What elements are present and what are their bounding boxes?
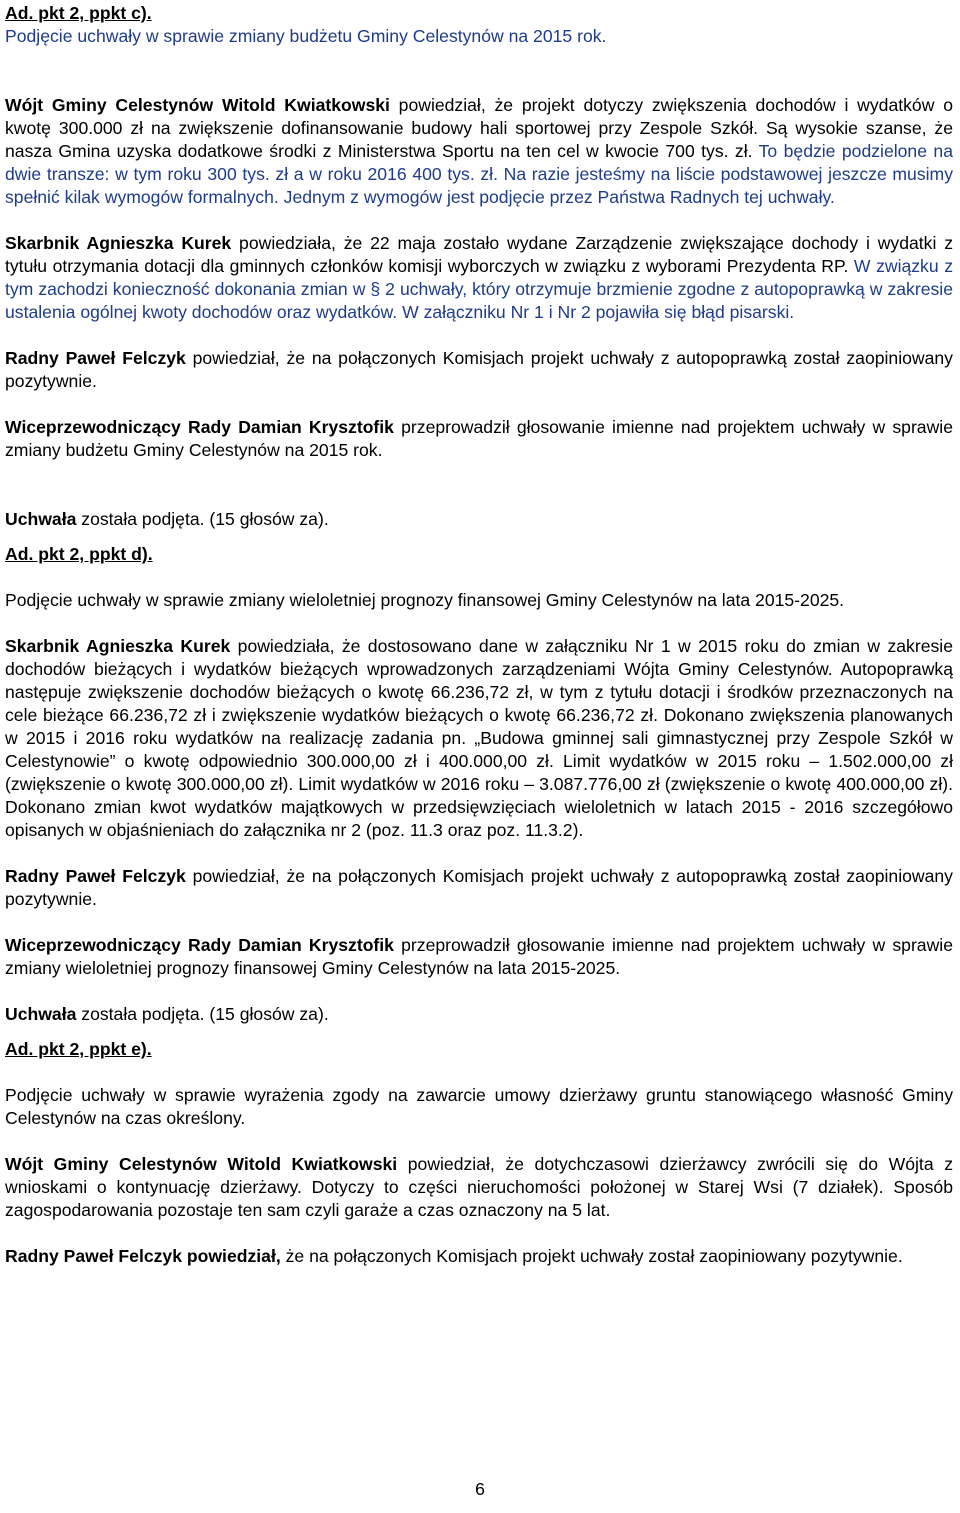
paragraph-wojt-c: Wójt Gminy Celestynów Witold Kwiatkowski powiedział, że projekt dotyczy zwiększenia dochodów i wydatków o kwotę 300.000 zł na zwiększenie dofinansowanie budowy hali sportowej przy Zespole Szkół. Są wysokie szanse, że nasza Gmina uzyska dodatkowe środki z Ministerstwa Sportu na ten cel w kwocie 700 tys. zł. To będzie podzielone na dwie transze: w tym roku 300 tys. zł a w roku 2016 400 tys. zł. Na razie jesteśmy na liście podstawowej jeszcze musimy spełnić kilak wymogów formalnych. Jednym z wymogów jest podjęcie przez Państwa Radnych tej uchwały. — [5, 95, 953, 207]
section-title-c: Podjęcie uchwały w sprawie zmiany budżetu Gminy Celestynów na 2015 rok. — [5, 26, 607, 46]
speaker-name: Skarbnik Agnieszka Kurek — [5, 636, 231, 656]
paragraph-wiceprzewodniczacy-d: Wiceprzewodniczący Rady Damian Krysztofik przeprowadził głosowanie imienne nad projektem uchwały w sprawie zmiany wieloletniej prognozy finansowej Gminy Celestynów na lata 2015-2025. — [5, 935, 953, 978]
speaker-name: Wiceprzewodniczący Rady Damian Krysztofik — [5, 417, 394, 437]
document-page — [5, 2, 953, 1268]
section-heading-e: Ad. pkt 2, ppkt e). — [5, 1039, 152, 1059]
paragraph-wojt-e: Wójt Gminy Celestynów Witold Kwiatkowski powiedział, że dotychczasowi dzierżawcy zwrócili się do Wójta z wnioskami o kontynuację dzierżawy. Dotyczy to części nieruchomości położonej w Starej Wsi (7 działek). Sposób zagospodarowania pozostaje ten sam czyli garaże a czas oznaczony na 5 lat. — [5, 1154, 953, 1220]
page-number: 6 — [475, 1479, 485, 1499]
section-title-d: Podjęcie uchwały w sprawie zmiany wieloletniej prognozy finansowej Gminy Celestynów na lata 2015-2025. — [5, 590, 845, 610]
paragraph-skarbnik-d: Skarbnik Agnieszka Kurek powiedziała, że dostosowano dane w załączniku Nr 1 w 2015 roku do zmian w zakresie dochodów bieżących i wydatków bieżących wprowadzonych zarządzeniami Wójta Gminy Celestynów. Autopoprawką następuje zwiększenie dochodów bieżących o kwotę 66.236,72 zł, w tym z tytułu dotacji i środków przeznaczonych na cele bieżące 66.236,72 zł i zwiększenie wydatków bieżących o kwotę 66.236,72 zł. Dokonano zwiększenia planowanych w 2015 i 2016 roku wydatków na realizację zadania pn. „Budowa gminnej sali gimnastycznej przy Zespole Szkół w Celestynowie” o kwotę odpowiednio 300.000,00 zł i 400.000,00 zł. Limit wydatków w 2015 roku – 1.502.000,00 zł (zwiększenie o kwotę 300.000,00 zł). Limit wydatków w 2016 roku – 3.087.776,00 zł (zwiększenie o kwotę 400.000,00 zł). Dokonano zmian kwot wydatków majątkowych w przedsięwzięciach wieloletnich w latach 2015 - 2016 szczegółowo opisanych w objaśnieniach do załącznika nr 2 (poz. 11.3 oraz poz. 11.3.2). — [5, 636, 953, 840]
section-heading-d: Ad. pkt 2, ppkt d). — [5, 544, 153, 564]
paragraph-wiceprzewodniczacy-c: Wiceprzewodniczący Rady Damian Krysztofik przeprowadził głosowanie imienne nad projektem uchwały w sprawie zmiany budżetu Gminy Celestynów na 2015 rok. — [5, 417, 953, 460]
paragraph-radny-c: Radny Paweł Felczyk powiedział, że na połączonych Komisjach projekt uchwały z autopoprawką został zaopiniowany pozytywnie. — [5, 348, 953, 391]
speaker-name: Radny Paweł Felczyk — [5, 866, 186, 886]
speaker-name: Skarbnik Agnieszka Kurek — [5, 233, 232, 253]
speaker-name: Wiceprzewodniczący Rady Damian Krysztofik — [5, 935, 394, 955]
resolution-result-d: Uchwała została podjęta. (15 głosów za). — [5, 1004, 329, 1024]
paragraph-radny-d: Radny Paweł Felczyk powiedział, że na połączonych Komisjach projekt uchwały z autopoprawką został zaopiniowany pozytywnie. — [5, 866, 953, 909]
section-title-e: Podjęcie uchwały w sprawie wyrażenia zgody na zawarcie umowy dzierżawy gruntu stanowiącego własność Gminy Celestynów na czas określony. — [5, 1085, 953, 1128]
section-heading-c: Ad. pkt 2, ppkt c). — [5, 3, 152, 23]
speaker-name: Wójt Gminy Celestynów Witold Kwiatkowski — [5, 1154, 398, 1174]
speaker-name: Radny Paweł Felczyk — [5, 348, 186, 368]
paragraph-radny-e: Radny Paweł Felczyk powiedział, że na połączonych Komisjach projekt uchwały został zaopiniowany pozytywnie. — [5, 1246, 903, 1266]
speaker-name: Wójt Gminy Celestynów Witold Kwiatkowski — [5, 95, 390, 115]
paragraph-skarbnik-c: Skarbnik Agnieszka Kurek powiedziała, że 22 maja zostało wydane Zarządzenie zwiększające dochody i wydatki z tytułu otrzymania dotacji dla gminnych członków komisji wyborczych w związku z wyborami Prezydenta RP. W związku z tym zachodzi konieczność dokonania zmian w § 2 uchwały, który otrzymuje brzmienie zgodne z autopoprawką w zakresie ustalenia ogólnej kwoty dochodów oraz wydatków. W załączniku Nr 1 i Nr 2 pojawiła się błąd pisarski. — [5, 233, 953, 322]
speaker-name: Radny Paweł Felczyk powiedział, — [5, 1246, 281, 1266]
resolution-result-c: Uchwała została podjęta. (15 głosów za). — [5, 509, 329, 529]
